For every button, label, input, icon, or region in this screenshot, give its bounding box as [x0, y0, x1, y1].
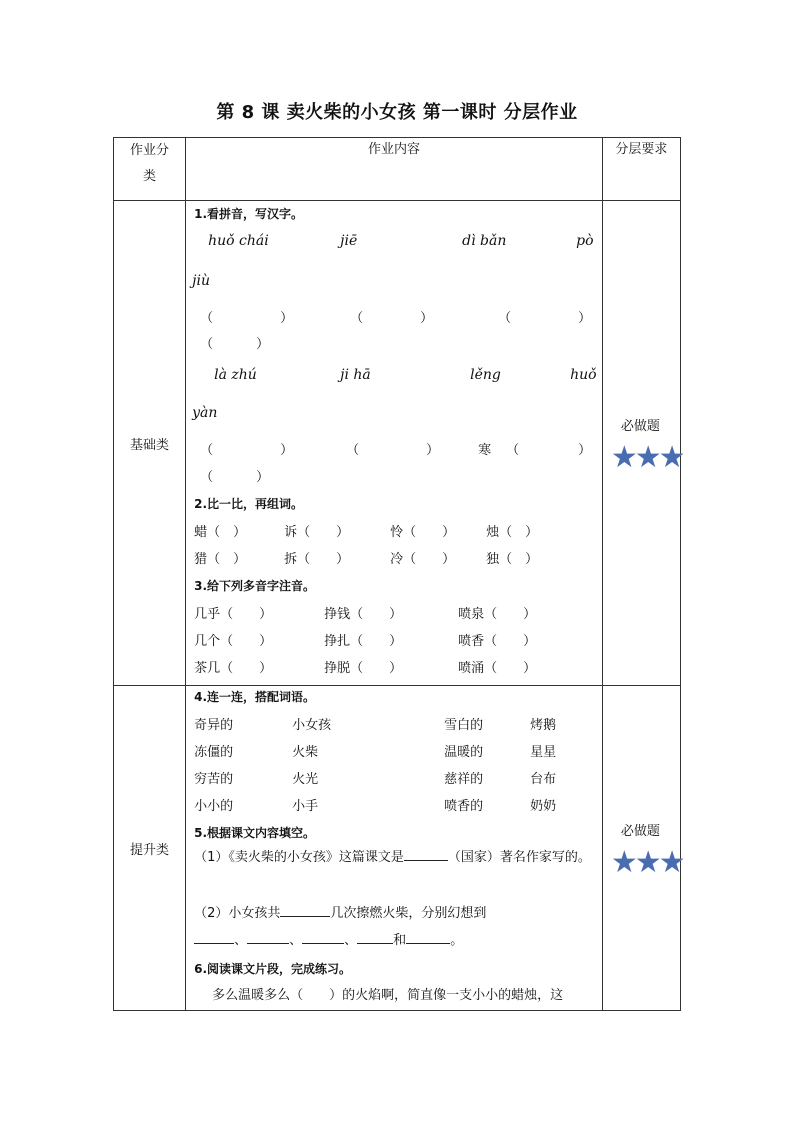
pinyin: pò — [576, 233, 594, 249]
section-basic-content — [186, 201, 603, 686]
pinyin: huǒ — [570, 367, 597, 383]
q4-item: 喷香的 — [444, 799, 484, 814]
q3-item: 几个（ ） — [194, 634, 273, 649]
q3-item: 喷泉（ ） — [458, 607, 537, 622]
q4-heading: 4.连一连，搭配词语。 — [194, 690, 316, 704]
q4-item: 慈祥的 — [444, 772, 484, 787]
pinyin: yàn — [192, 405, 218, 421]
q4-item: 星星 — [530, 745, 557, 760]
paren-open: （ — [506, 443, 520, 458]
q5-paragraph-1: （1）《卖火柴的小女孩》这篇课文是 （国家）著名作家写的。 — [194, 844, 594, 871]
q2-heading: 2.比一比，再组词。 — [194, 497, 304, 511]
q2-item: 蜡（ ） — [194, 525, 247, 540]
q4-item: 小小的 — [194, 799, 234, 814]
header-requirement: 分层要求 — [602, 138, 680, 201]
q2-item: 冷（ ） — [390, 552, 456, 567]
q3-item: 茶几（ ） — [194, 661, 273, 676]
paren-open: （ — [200, 311, 214, 326]
q3-item: 挣脱（ ） — [324, 661, 403, 676]
q4-item: 雪白的 — [444, 718, 484, 733]
q6-paragraph: 多么温暖多么（ ）的火焰啊，简直像一支小小的蜡烛，这 — [212, 988, 564, 1003]
page-title: 第 8 课 卖火柴的小女孩 第一课时 分层作业 — [216, 102, 578, 123]
q2-item: 拆（ ） — [284, 552, 350, 567]
paren-open: （ — [498, 311, 512, 326]
paren-open: （ — [350, 311, 364, 326]
paren-close: ） — [420, 311, 434, 326]
q4-item: 冻僵的 — [194, 745, 234, 760]
star-rating-icon: ★★★ — [610, 440, 683, 475]
pinyin: jiù — [192, 273, 210, 289]
paren-close: ） — [426, 443, 440, 458]
q4-item: 奇异的 — [194, 718, 234, 733]
requirement-label: 必做题 — [620, 419, 660, 434]
section-advanced-row — [114, 686, 681, 1011]
table-header-row — [114, 138, 681, 201]
q3-item: 喷涌（ ） — [458, 661, 537, 676]
fill-blank[interactable] — [194, 929, 234, 944]
fill-blank[interactable] — [302, 929, 344, 944]
paren-close: ） — [578, 443, 592, 458]
header-content: 作业内容 — [186, 138, 603, 201]
han-char: 寒 — [478, 443, 492, 458]
q2-item: 烛（ ） — [486, 525, 539, 540]
q4-item: 穷苦的 — [194, 772, 234, 787]
section-basic-row — [114, 201, 681, 686]
q3-item: 挣钱（ ） — [324, 607, 403, 622]
pinyin: dì bǎn — [462, 233, 507, 249]
paren-close: ） — [578, 311, 592, 326]
paren-close: ） — [256, 337, 270, 352]
paren-close: ） — [256, 470, 270, 485]
section-basic-requirement — [602, 201, 683, 686]
paren-open: （ — [346, 443, 360, 458]
fill-blank[interactable] — [247, 929, 289, 944]
q2-item: 猎（ ） — [194, 552, 247, 567]
q5-heading: 5.根据课文内容填空。 — [194, 826, 316, 840]
fill-blank[interactable] — [280, 902, 330, 917]
section-basic-label: 基础类 — [114, 201, 186, 686]
q1-heading: 1.看拼音，写汉字。 — [194, 207, 304, 221]
pinyin: huǒ chái — [208, 233, 269, 249]
q4-item: 台布 — [530, 772, 557, 787]
homework-table — [113, 137, 681, 1011]
fill-blank[interactable] — [404, 846, 448, 861]
q5-paragraph-2: （2）小女孩共 几次擦燃火柴，分别幻想到 、 、 、 和 。 — [194, 900, 594, 954]
q4-item: 火柴 — [292, 745, 319, 760]
fill-blank[interactable] — [357, 929, 393, 944]
q2-item: 诉（ ） — [284, 525, 350, 540]
q4-item: 奶奶 — [530, 799, 557, 814]
q3-heading: 3.给下列多音字注音。 — [194, 579, 316, 593]
q4-item: 温暖的 — [444, 745, 484, 760]
q4-item: 烤鹅 — [530, 718, 557, 733]
paren-open: （ — [200, 337, 214, 352]
header-category: 作业分类 — [114, 138, 186, 201]
section-advanced-content — [186, 686, 603, 1011]
paren-close: ） — [280, 443, 294, 458]
q3-item: 喷香（ ） — [458, 634, 537, 649]
pinyin: jiē — [340, 233, 358, 249]
section-advanced-label: 提升类 — [114, 686, 186, 1011]
q4-item: 火光 — [292, 772, 319, 787]
paren-open: （ — [200, 470, 214, 485]
q3-item: 挣扎（ ） — [324, 634, 403, 649]
pinyin: ji hā — [340, 367, 371, 383]
q6-heading: 6.阅读课文片段，完成练习。 — [194, 962, 352, 976]
q2-item: 独（ ） — [486, 552, 539, 567]
star-rating-icon: ★★★ — [610, 845, 683, 880]
paren-open: （ — [200, 443, 214, 458]
pinyin: là zhú — [214, 367, 257, 383]
q2-item: 怜（ ） — [390, 525, 456, 540]
q3-item: 几乎（ ） — [194, 607, 273, 622]
requirement-label: 必做题 — [620, 824, 660, 839]
pinyin: lěng — [470, 367, 501, 383]
section-advanced-requirement — [602, 686, 683, 1011]
paren-close: ） — [280, 311, 294, 326]
q4-item: 小女孩 — [292, 718, 332, 733]
fill-blank[interactable] — [406, 929, 450, 944]
q4-item: 小手 — [292, 799, 319, 814]
